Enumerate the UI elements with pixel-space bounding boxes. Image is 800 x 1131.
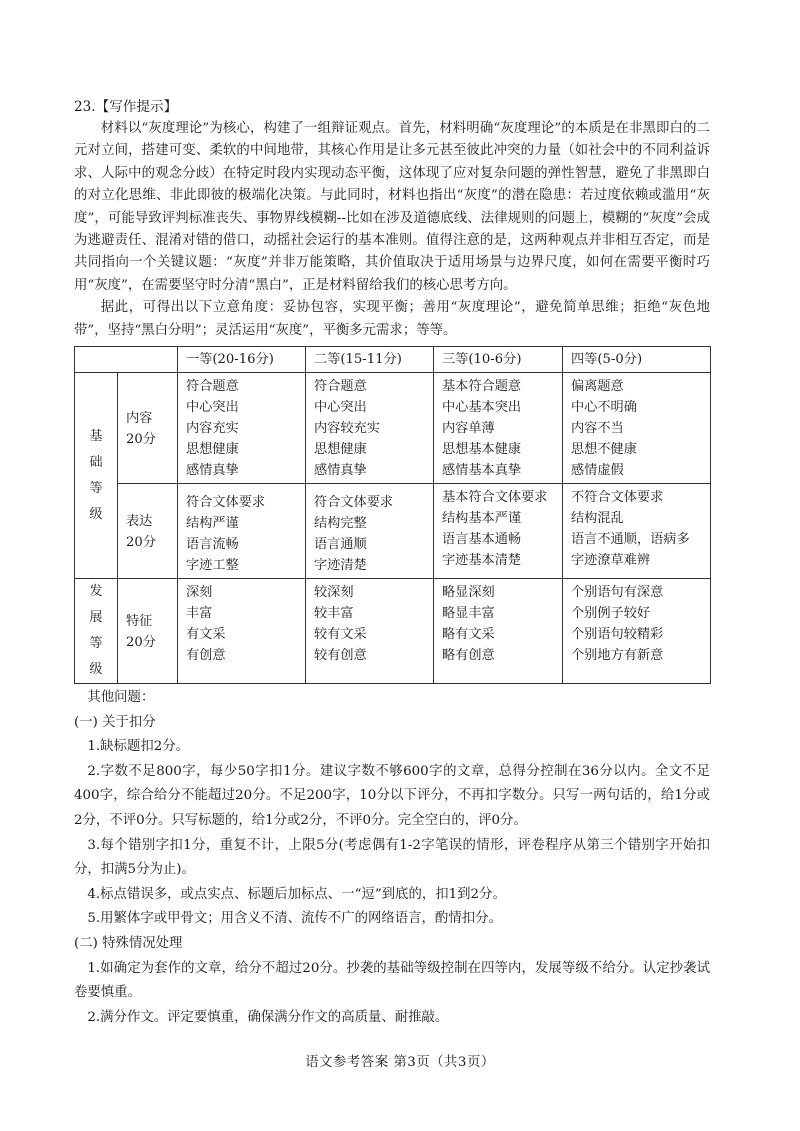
rubric-cell: 符合题意 中心突出 内容较充实 思想健康 感情真挚 — [306, 373, 434, 484]
rubric-header-grade-1: 一等(20-16分) — [178, 347, 306, 373]
rubric-header-blank — [75, 347, 178, 373]
question-heading: 23.【写作提示】 — [74, 99, 178, 115]
rubric-cell: 不符合文体要求 结构混乱 语言不通顺，语病多 字迹潦草难辨 — [563, 484, 711, 579]
deduction-item: 3.每个错别字扣1分，重复不计，上限5分(考虑偶有1-2字笔误的情形，评卷程序从第三个错别字开始扣分，扣满5分为止)。 — [74, 837, 710, 878]
special-case-item: 2.满分作文。评定要慎重，确保满分作文的高质量、耐推敲。 — [87, 1009, 449, 1025]
rubric-cell: 个别语句有深意 个别例子较好 个别语句较精彩 个别地方有新意 — [563, 579, 711, 684]
rubric-aspect-feature: 特征 20分 — [118, 579, 178, 684]
grading-rubric-table — [74, 346, 711, 684]
answer-page — [74, 96, 710, 1030]
special-cases-section-title: (二) 特殊情况处理 — [74, 936, 183, 951]
other-issues-section — [74, 686, 710, 1030]
rubric-aspect-expression: 表达 20分 — [118, 484, 178, 579]
special-case-item: 1.如确定为套作的文章，给分不超过20分。抄袭的基础等级控制在四等内，发展等级不给分。认定抄袭试卷要慎重。 — [74, 960, 710, 1001]
rubric-header-grade-4: 四等(5-0分) — [563, 347, 711, 373]
rubric-cell: 符合文体要求 结构严谨 语言流畅 字迹工整 — [178, 484, 306, 579]
deduction-item: 5.用繁体字或甲骨文；用含义不清、流传不广的网络语言，酌情扣分。 — [87, 911, 502, 927]
deduction-item: 2.字数不足800字，每少50字扣1分。建议字数不够600字的文章，总得分控制在36分以内。全文不足400字，综合给分不能超过20分。不足200字，10分以下评分，不再扣字数分。只写一两句话的，给1分或2分，不评0分。只写标题的，给1分或2分，不评0分。完全空白的，评0分。 — [74, 763, 710, 829]
rubric-header-grade-2: 二等(15-11分) — [306, 347, 434, 373]
rubric-cell: 符合文体要求 结构完整 语言通顺 字迹清楚 — [306, 484, 434, 579]
rubric-aspect-content: 内容 20分 — [118, 373, 178, 484]
rubric-cell: 基本符合文体要求 结构基本严谨 语言基本通畅 字迹基本清楚 — [434, 484, 563, 579]
rubric-row-content — [75, 373, 711, 484]
rubric-cell: 基本符合题意 中心基本突出 内容单薄 思想基本健康 感情基本真挚 — [434, 373, 563, 484]
deduction-item: 1.缺标题扣2分。 — [87, 739, 190, 755]
other-issues-title: 其他问题： — [87, 690, 155, 706]
rubric-category-basic: 基 础 等 级 — [75, 373, 118, 579]
analysis-paragraph: 材料以“灰度理论”为核心，构建了一组辩证观点。首先，材料明确“灰度理论”的本质是在非黑即白的二元对立间，搭建可变、柔软的中间地带，其核心作用是让多元甚至彼此冲突的力量（如社会中的不同利益诉求、人际中的观念分歧）在特定时段内实现动态平衡，这体现了应对复杂问题的弹性智慧，避免了非黑即白的对立化思维、非此即彼的极端化决策。与此同时，材料也指出“灰度”的潜在隐患：若过度依赖或滥用“灰度”，可能导致评判标准丧失、事物界线模糊--比如在涉及道德底线、法律规则的问题上，模糊的“灰度”会成为逃避责任、混淆对错的借口，动摇社会运行的基本准则。值得注意的是，这两种观点并非相互否定，而是共同指向一个关键议题：“灰度”并非万能策略，其价值取决于适用场景与边界尺度，如何在需要平衡时巧用“灰度”，在需要坚守时分清“黑白”，正是材料留给我们的核心思考方向。 — [74, 121, 710, 293]
rubric-cell: 符合题意 中心突出 内容充实 思想健康 感情真挚 — [178, 373, 306, 484]
thesis-angles-paragraph: 据此，可得出以下立意角度：妥协包容，实现平衡；善用“灰度理论”，避免简单思维；拒绝“灰色地带”，坚持“黑白分明”；灵活运用“灰度”，平衡多元需求；等等。 — [74, 300, 710, 338]
rubric-header-row — [75, 347, 711, 373]
rubric-category-development: 发 展 等 级 — [75, 579, 118, 684]
rubric-cell: 略显深刻 略显丰富 略有文采 略有创意 — [434, 579, 563, 684]
rubric-row-expression — [75, 484, 711, 579]
deduction-item: 4.标点错误多，或点实点、标题后加标点、一“逗”到底的，扣1到2分。 — [87, 886, 506, 902]
rubric-cell: 深刻 丰富 有文采 有创意 — [178, 579, 306, 684]
deduction-section-title: (一) 关于扣分 — [74, 714, 156, 730]
rubric-row-feature — [75, 579, 711, 684]
rubric-header-grade-3: 三等(10-6分) — [434, 347, 563, 373]
page-footer: 语文参考答案 第3页（共3页） — [305, 1055, 495, 1070]
rubric-cell: 偏离题意 中心不明确 内容不当 思想不健康 感情虚假 — [563, 373, 711, 484]
rubric-cell: 较深刻 较丰富 较有文采 较有创意 — [306, 579, 434, 684]
